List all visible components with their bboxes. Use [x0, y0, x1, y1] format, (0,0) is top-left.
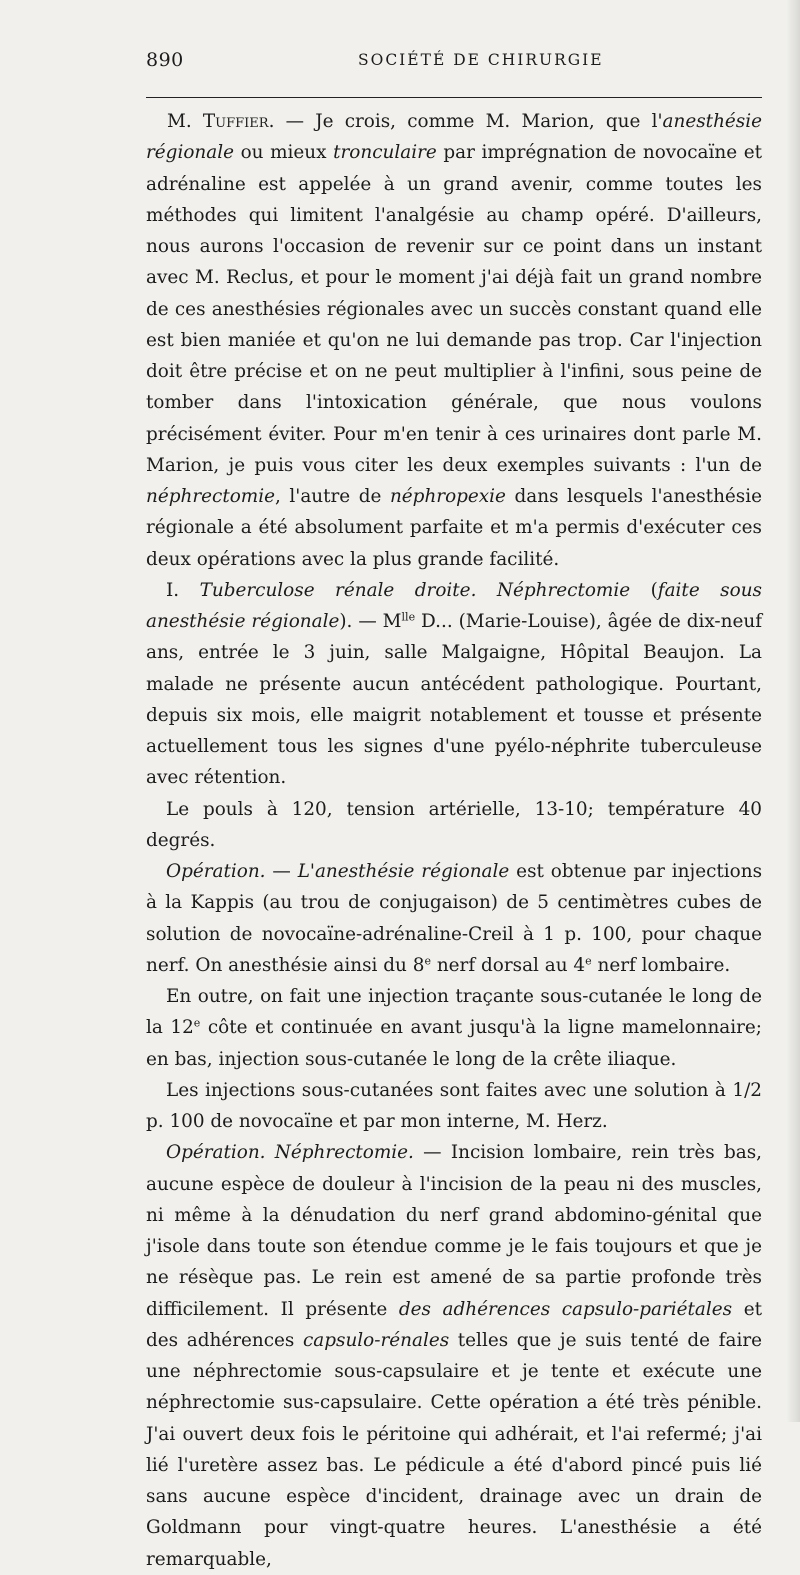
text-run: I. — [166, 579, 200, 601]
text-run: ( — [630, 579, 658, 601]
paragraph-case-one — [146, 575, 762, 794]
superscript: e — [585, 954, 592, 968]
italic-heading: Tuberculose rénale droite. Néphrectomie — [199, 579, 631, 601]
text-run: , l'autre de — [275, 486, 390, 507]
italic-term: néphrectomie — [146, 486, 275, 507]
paragraph-subcutaneous — [146, 1075, 762, 1138]
text-run: et des adhérences — [146, 1298, 762, 1351]
italic-heading: Opération. Néphrectomie. — [166, 1142, 414, 1164]
text-run: nerf lombaire. — [591, 954, 731, 976]
text-run: . — Je crois, comme M. Marion, que l' — [268, 111, 663, 132]
page-header — [146, 45, 770, 75]
speaker-name: Tuffier — [202, 111, 269, 132]
italic-heading: Opération. — [166, 861, 266, 882]
page-number: 890 — [146, 49, 184, 71]
page-edge-shadow — [786, 0, 800, 1422]
text-run: telles que je suis tenté de faire une néphrectomie sous-capsulaire et je tente et exécute une néphrectomie sus-capsulaire. Cette opération a été très pénible. J'ai ouvert deux fois le péritoine qui adhérait, et l'ai refermé; j'ai lié l'uretère assez bas. Le pédicule a été d'abord pincé puis lié sans aucune espèce d'incident, drainage avec un drain de Goldmann pour vingt-quatre heures. L'anesthésie a été remarquable, — [146, 1329, 763, 1570]
text-run: D... (Marie-Louise), âgée de dix-neuf ans, entrée le 3 juin, salle Malgaigne, Hôpital Beaujon. La malade ne présente aucun antécédent pathologique. Pourtant, depuis six mois, elle maigrit notablement et tousse et présente actuellement tous les signes d'une pyélo-néphrite tuberculeuse avec rétention. — [146, 611, 763, 789]
paragraph-nephrectomy — [146, 1137, 762, 1575]
superscript: e — [193, 1016, 201, 1030]
italic-term: L'anesthésie régionale — [297, 861, 510, 882]
text-run: — Incision lombaire, rein très bas, aucune espèce de douleur à l'incision de la peau ni des muscles, ni même à la dénudation du nerf grand abdomino-génital que j'isole dans toute son étendue comme je le fais toujours et que je ne résèque pas. Le rein est amené de sa partie profonde très difficilement. Il présente — [146, 1142, 762, 1320]
text-run: dans lesquels l'anesthésie régionale a été absolument parfaite et m'a permis d'exécuter ces deux opérations avec la plus grande facilité. — [146, 486, 762, 570]
speaker-initial: M. — [167, 111, 203, 132]
text-run: Le pouls à 120, tension artérielle, 13-10; température 40 degrés. — [146, 798, 762, 851]
page-body — [146, 106, 762, 1575]
italic-term: capsulo-rénales — [302, 1329, 450, 1351]
italic-term: tronculaire — [333, 142, 437, 164]
italic-term: anesthésie régionale — [146, 111, 762, 164]
running-title: SOCIÉTÉ DE CHIRURGIE — [358, 51, 604, 69]
text-run: côte et continuée en avant jusqu'à la ligne mamelonnaire; en bas, injection sous-cutanée le long de la crête iliaque. — [146, 1017, 763, 1070]
paragraph-injection — [146, 981, 762, 1075]
superscript: lle — [401, 610, 416, 624]
text-run: est obtenue par injections à la Kappis (au trou de conjugaison) de 5 centimètres cubes de solution de novocaïne-adrénaline-Creil à 1 p. 100, pour chaque nerf. On anesthésie ainsi du 8 — [146, 861, 763, 976]
text-run: ). — M — [339, 611, 402, 632]
header-rule — [146, 97, 762, 98]
text-run: par imprégnation de novocaïne et adrénaline est appelée à un grand avenir, comme toutes les méthodes qui limitent l'analgésie au champ opéré. D'ailleurs, nous aurons l'occasion de revenir sur ce point dans un instant avec M. Reclus, et pour le moment j'ai déjà fait un grand nombre de ces anesthésies régionales avec un succès constant quand elle est bien maniée et qu'on ne lui demande pas trop. Car l'injection doit être précise et on ne peut multiplier à l'infini, sous peine de tomber dans l'intoxication générale, que nous voulons précisément éviter. Pour m'en tenir à ces urinaires dont parle M. Marion, je puis vous citer les deux exemples suivants : l'un de — [146, 142, 762, 476]
italic-term: des adhérences capsulo-pariétales — [398, 1298, 733, 1320]
text-run: nerf dorsal au 4 — [430, 954, 586, 976]
italic-term: néphropexie — [389, 486, 506, 507]
italic-term: faite sous anesthésie régionale — [146, 579, 762, 632]
paragraph-tuffier-intro — [146, 106, 762, 575]
text-run: Les injections sous-cutanées sont faites avec une solution à 1/2 p. 100 de novocaïne et par mon interne, M. Herz. — [146, 1079, 762, 1132]
paragraph-vitals — [146, 794, 762, 857]
text-run: — — [265, 861, 298, 882]
text-run: En outre, on fait une injection traçante sous-cutanée le long de la 12 — [146, 986, 762, 1039]
text-run: ou mieux — [233, 142, 334, 164]
paragraph-operation-anesthesia — [146, 856, 762, 981]
superscript: e — [424, 954, 431, 968]
